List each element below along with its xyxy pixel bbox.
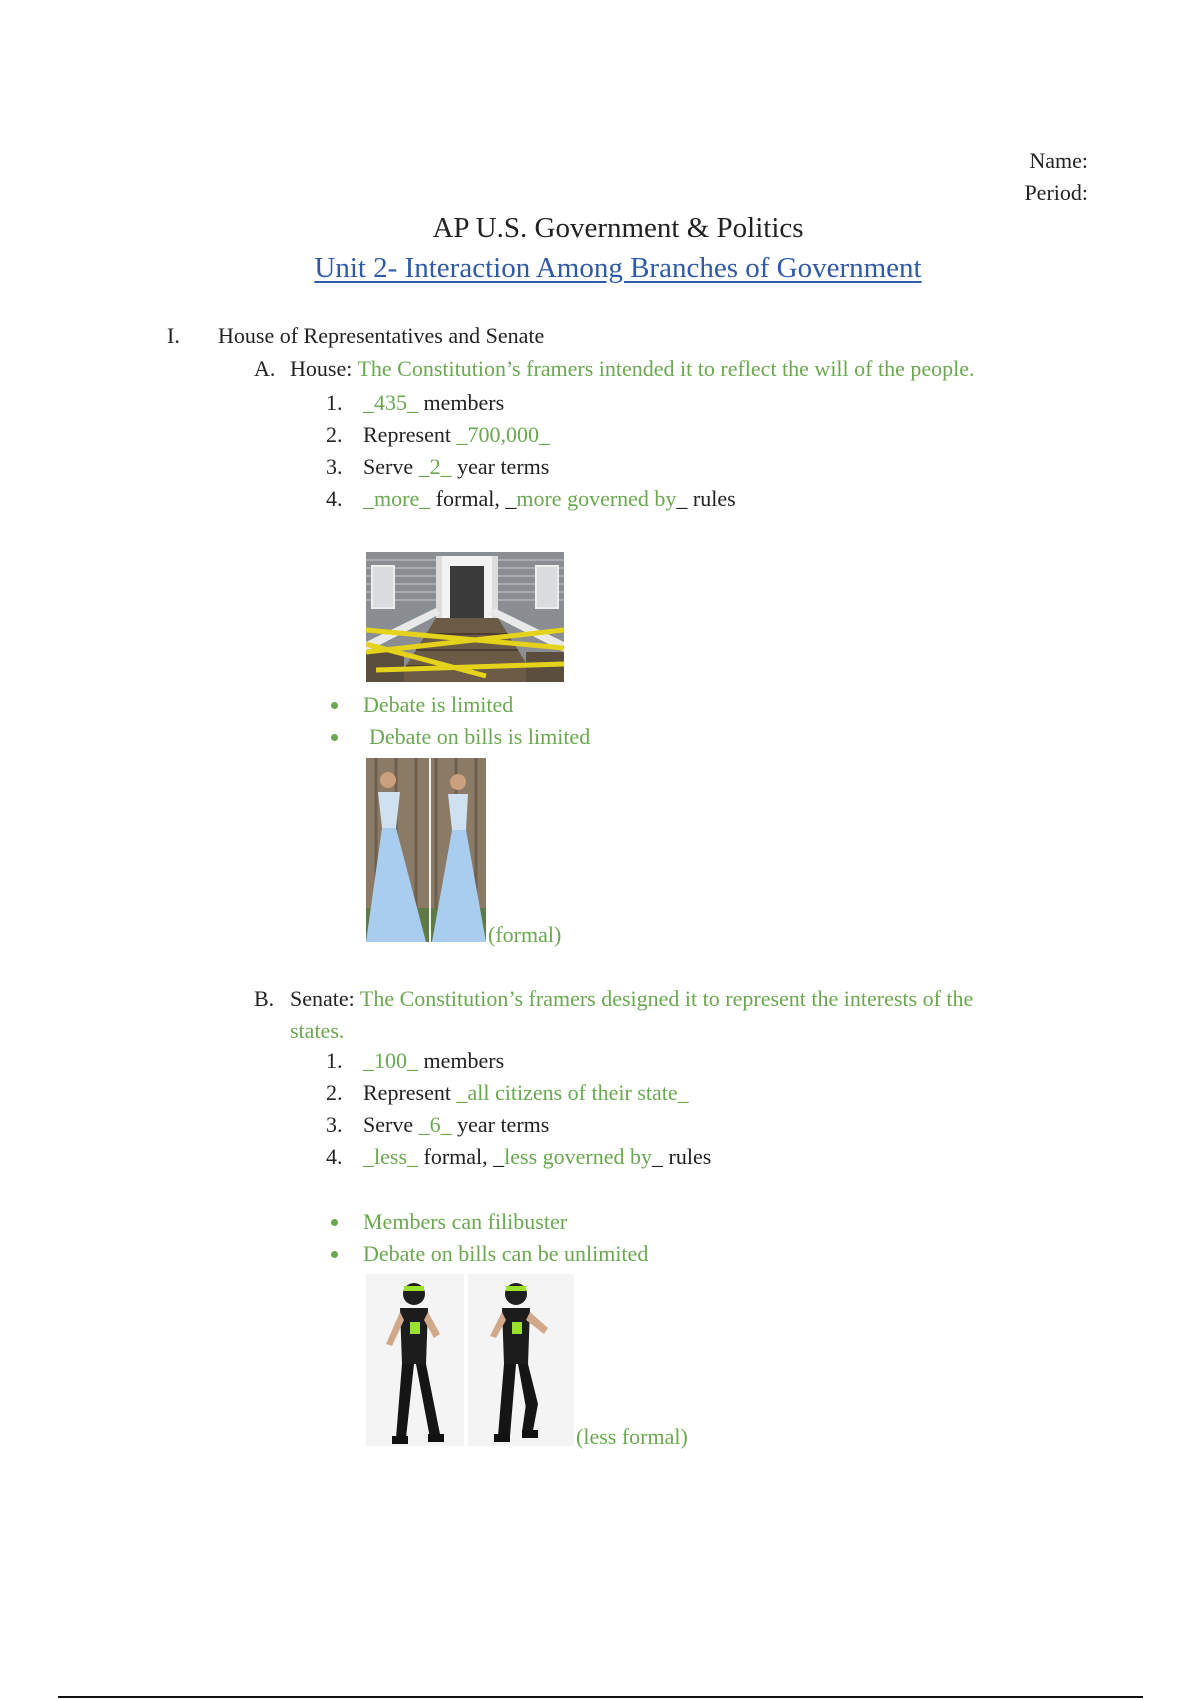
house-bullet-2: Debate on bills is limited bbox=[369, 724, 591, 749]
bullet-icon bbox=[331, 702, 338, 709]
house-item-3: Serve _2_ year terms bbox=[363, 454, 550, 479]
period-label: Period: bbox=[1024, 180, 1088, 205]
senate-description-line-1: The Constitution’s framers designed it to represent the interests of the bbox=[359, 986, 974, 1011]
house-item-2: Represent _700,000_ bbox=[363, 422, 550, 447]
house-term-answer: _2_ bbox=[418, 454, 452, 479]
house-item-num-3: 3. bbox=[326, 454, 343, 479]
senate-formality-answer: _less_ bbox=[363, 1144, 418, 1169]
house-label: House: bbox=[290, 356, 353, 381]
senate-item-num-4: 4. bbox=[326, 1144, 343, 1169]
senate-letter: B. bbox=[254, 986, 275, 1011]
senate-item-num-2: 2. bbox=[326, 1080, 343, 1105]
senate-represent-answer: _all citizens of their state_ bbox=[456, 1080, 689, 1105]
name-label: Name: bbox=[1029, 148, 1088, 173]
house-description: The Constitution’s framers intended it to reflect the will of the people. bbox=[357, 356, 975, 381]
senate-rules-answer: less governed by bbox=[504, 1144, 653, 1169]
house-item-1: _435_ members bbox=[363, 390, 505, 415]
senate-item-2: Represent _all citizens of their state_ bbox=[363, 1080, 689, 1105]
page-bottom-rule bbox=[58, 1696, 1143, 1698]
bullet-icon bbox=[331, 1251, 338, 1258]
senate-item-1: _100_ members bbox=[363, 1048, 505, 1073]
house-bullet-1: Debate is limited bbox=[363, 692, 514, 717]
senate-item-num-3: 3. bbox=[326, 1112, 343, 1137]
document-title: AP U.S. Government & Politics bbox=[432, 212, 804, 244]
senate-item-3: Serve _6_ year terms bbox=[363, 1112, 550, 1137]
house-item-num-4: 4. bbox=[326, 486, 343, 511]
senate-members-answer: _100_ bbox=[363, 1048, 418, 1073]
senate-item-4: _less_ formal, _less governed by_ rules bbox=[363, 1144, 712, 1169]
section-heading: House of Representatives and Senate bbox=[218, 323, 545, 348]
senate-label: Senate: bbox=[290, 986, 355, 1011]
formal-caption: (formal) bbox=[488, 922, 562, 947]
unit-subtitle-link[interactable]: Unit 2- Interaction Among Branches of Government bbox=[314, 252, 922, 284]
bullet-icon bbox=[331, 734, 338, 741]
bullet-icon bbox=[331, 1219, 338, 1226]
senate-bullet-1: Members can filibuster bbox=[363, 1209, 568, 1234]
senate-item-num-1: 1. bbox=[326, 1048, 343, 1073]
house-letter: A. bbox=[254, 356, 276, 381]
house-formality-answer: _more_ bbox=[363, 486, 431, 511]
house-members-answer: _435_ bbox=[363, 390, 418, 415]
house-represent-answer: _700,000_ bbox=[456, 422, 550, 447]
senate-line bbox=[290, 986, 973, 1012]
formal-gown-photo bbox=[366, 758, 486, 942]
senate-bullet-2: Debate on bills can be unlimited bbox=[363, 1241, 649, 1266]
house-item-4: _more_ formal, _more governed by_ rules bbox=[363, 486, 736, 511]
house-item-num-1: 1. bbox=[326, 390, 343, 415]
senate-description-line-2: states. bbox=[290, 1018, 345, 1043]
house-item-num-2: 2. bbox=[326, 422, 343, 447]
casual-dancer-photo bbox=[366, 1274, 574, 1446]
house-porch-caution-tape-photo bbox=[366, 552, 564, 682]
senate-term-answer: _6_ bbox=[418, 1112, 452, 1137]
house-line bbox=[290, 356, 975, 382]
section-numeral: I. bbox=[167, 323, 180, 348]
less-formal-caption: (less formal) bbox=[576, 1424, 688, 1449]
house-rules-answer: more governed by bbox=[516, 486, 677, 511]
